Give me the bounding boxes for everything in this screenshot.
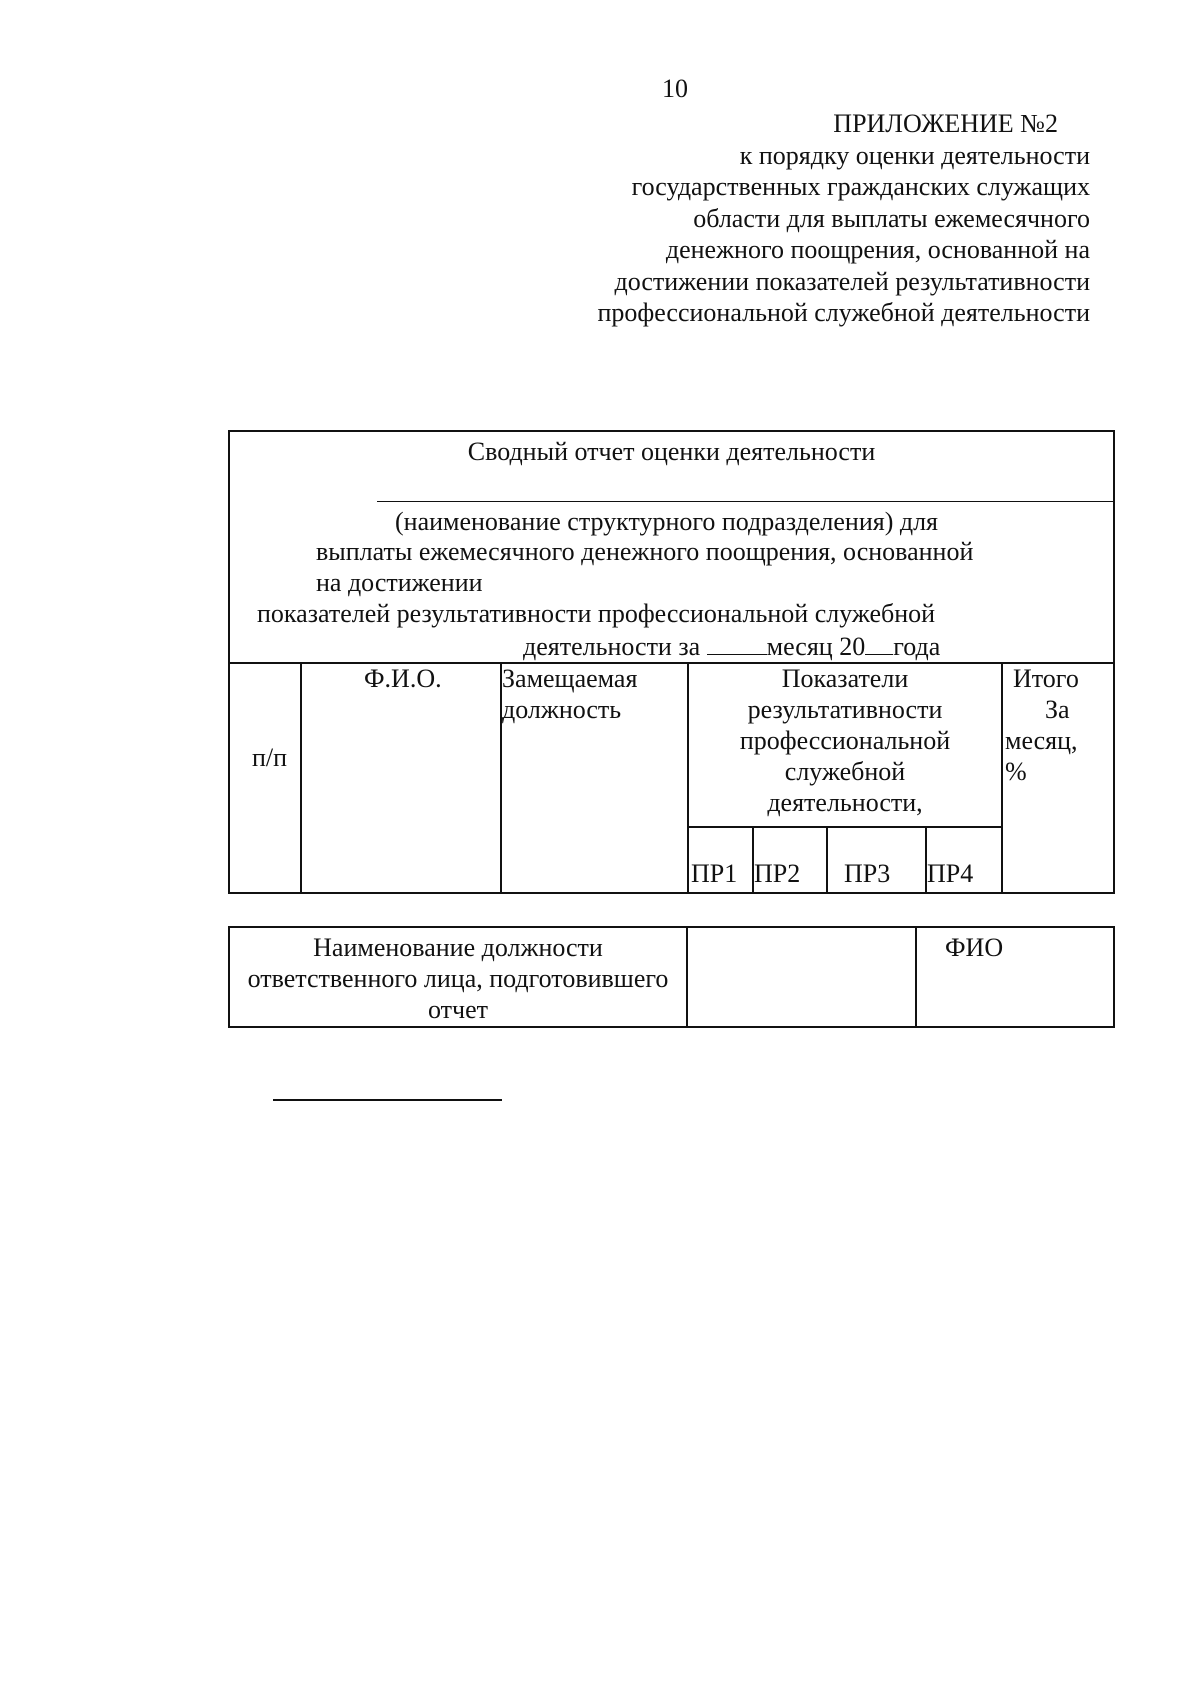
column-position [502, 662, 689, 892]
signature-blank-cell [688, 928, 917, 1026]
appendix-line: денежного поощрения, основанной на [665, 235, 1090, 264]
appendix-line: к порядку оценки деятельности [739, 140, 1090, 170]
report-title: Сводный отчет оценки деятельности [467, 437, 876, 466]
report-subtitle-line: на достижении [316, 568, 483, 597]
signature-table [228, 926, 1115, 1028]
year-blank [865, 630, 893, 655]
department-blank-line [377, 501, 1113, 502]
footnote-separator [273, 1099, 502, 1101]
sub-column-pr4: ПР4 [927, 859, 974, 888]
appendix-line: профессиональной служебной деятельности [597, 298, 1090, 327]
column-indicators [689, 662, 1003, 892]
appendix-line: области для выплаты ежемесячного [693, 203, 1090, 233]
report-subtitle-line: выплаты ежемесячного денежного поощрения, основанной [316, 537, 974, 566]
column-number [230, 662, 302, 892]
column-fio [302, 662, 502, 892]
fio-label: ФИО [945, 933, 1004, 962]
page-number: 10 [662, 74, 688, 103]
sub-column-pr2: ПР2 [752, 828, 828, 892]
report-subtitle-line: (наименование структурного подразделения) для [395, 507, 939, 536]
column-header: Итого За месяц, % [1005, 664, 1079, 786]
appendix-header [490, 108, 1090, 329]
period-text: месяц 20 [766, 632, 866, 661]
report-table [228, 430, 1115, 894]
report-header [230, 432, 1113, 664]
column-header: Показатели результативности профессиональной служебной деятельности, [739, 664, 951, 817]
fio-cell [917, 928, 1113, 1026]
responsible-position-label: Наименование должности ответственного лица, подготовившего отчет [230, 928, 688, 1026]
column-header: Замещаемая должность [502, 664, 638, 724]
column-header: Ф.И.О. [364, 664, 442, 693]
sub-column-pr1: ПР1 [689, 828, 754, 892]
report-subtitle-line: показателей результативности профессиональной служебной [257, 599, 936, 628]
sub-column-pr3: ПР3 [826, 828, 927, 892]
appendix-line: достижении показателей результативности [614, 266, 1090, 296]
month-blank [707, 630, 767, 655]
period-text: деятельности за [523, 632, 701, 661]
appendix-title: ПРИЛОЖЕНИЕ №2 [833, 109, 1058, 138]
appendix-line: государственных гражданских служащих [631, 172, 1090, 201]
column-total [1003, 662, 1113, 892]
column-header: п/п [252, 743, 288, 772]
period-text: года [893, 632, 941, 661]
report-period-line [523, 630, 940, 662]
